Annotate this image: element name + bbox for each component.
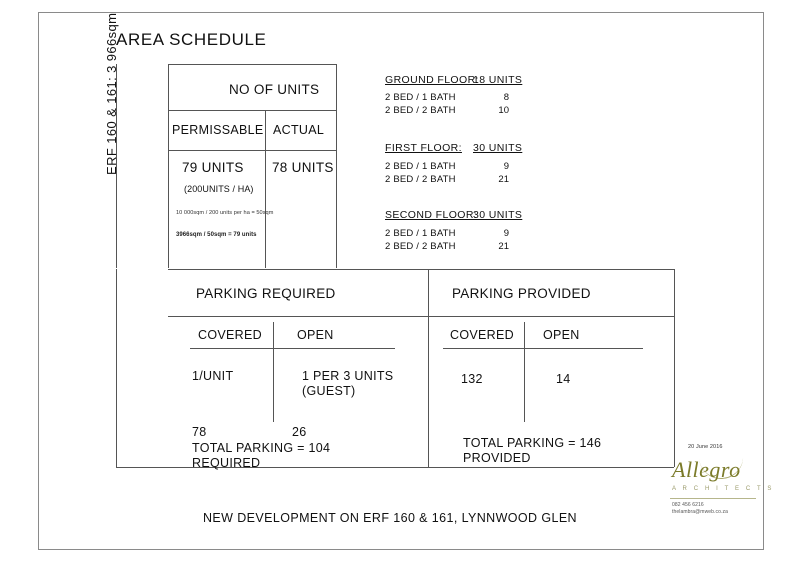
units-table-header: NO OF UNITS (229, 82, 320, 97)
parking-provided-header: PARKING PROVIDED (452, 286, 591, 301)
company-logo-name: Allegro (672, 457, 741, 482)
parking-required-open-count: 26 (292, 425, 307, 439)
parking-required-total-line-1: TOTAL PARKING = 104 (192, 441, 331, 455)
floor-1-total: 30 UNITS (473, 142, 523, 154)
company-email: thelambra@mweb.co.za (672, 509, 728, 515)
parking-table-header-divider (168, 316, 674, 317)
parking-required-col-open: OPEN (297, 328, 334, 342)
parking-provided-covered-count: 132 (461, 372, 483, 386)
permissable-calc-line-1: 10 000sqm / 200 units per ha = 50sqm (176, 210, 274, 216)
floor-1-row-1-count: 21 (498, 174, 509, 185)
parking-provided-col-covered: COVERED (450, 328, 514, 342)
units-table-right-border (336, 64, 337, 268)
parking-required-col-covered: COVERED (198, 328, 262, 342)
floor-2-row-1-label: 2 BED / 2 BATH (385, 241, 456, 252)
parking-required-covered-rate: 1/UNIT (192, 369, 234, 383)
company-contact (672, 502, 728, 516)
floor-0-name: GROUND FLOOR: (385, 74, 479, 86)
parking-provided-subheader-rule (443, 348, 643, 349)
company-phone: 082 456 6216 (672, 502, 704, 508)
floor-2-row-0-count: 9 (503, 228, 509, 239)
floor-2-name: SECOND FLOOR: (385, 209, 478, 221)
erf-area-label: ERF 160 & 161: 3 966sqm (104, 12, 119, 175)
page-title: AREA SCHEDULE (116, 30, 267, 49)
company-logo-subtitle: A R C H I T E C T S (672, 486, 774, 492)
parking-required-subheader-rule (190, 348, 395, 349)
parking-required-covered-count: 78 (192, 425, 207, 439)
parking-required-open-rate-line-1: 1 PER 3 UNITS (302, 369, 394, 383)
parking-table-right-border (674, 269, 675, 467)
parking-provided-total-line-1: TOTAL PARKING = 146 (463, 436, 602, 450)
parking-table-center-divider (428, 269, 429, 467)
permissable-units-note: (200UNITS / HA) (184, 184, 254, 194)
floor-0-total: 18 UNITS (473, 74, 523, 86)
floor-1-name: FIRST FLOOR: (385, 142, 462, 154)
logo-divider (670, 498, 756, 499)
revision-date: 20 June 2016 (688, 444, 723, 450)
units-table-mid-border (168, 64, 169, 268)
parking-required-total-line-2: REQUIRED (192, 456, 261, 470)
parking-provided-total-line-2: PROVIDED (463, 451, 531, 465)
floor-1-row-0-label: 2 BED / 1 BATH (385, 161, 456, 172)
floor-0-row-1-label: 2 BED / 2 BATH (385, 105, 456, 116)
permissable-units-value: 79 UNITS (182, 160, 244, 175)
parking-provided-open-count: 14 (556, 372, 571, 386)
permissable-calc-line-2: 3966sqm / 50sqm = 79 units (176, 232, 257, 238)
parking-provided-col-open: OPEN (543, 328, 580, 342)
floor-1-row-1-label: 2 BED / 2 BATH (385, 174, 456, 185)
drawing-footer-title: NEW DEVELOPMENT ON ERF 160 & 161, LYNNWOOD GLEN (203, 511, 577, 525)
units-table-header-divider (168, 110, 336, 111)
units-table-col-divider (265, 110, 266, 268)
parking-required-col-divider (273, 322, 274, 422)
units-table-top-border (168, 64, 336, 65)
units-col-permissable: PERMISSABLE (172, 123, 264, 137)
actual-units-value: 78 UNITS (272, 160, 334, 175)
parking-provided-col-divider (524, 322, 525, 422)
floor-0-row-0-label: 2 BED / 1 BATH (385, 92, 456, 103)
floor-2-row-0-label: 2 BED / 1 BATH (385, 228, 456, 239)
units-table-left-border (116, 64, 117, 268)
parking-required-header: PARKING REQUIRED (196, 286, 336, 301)
units-col-actual: ACTUAL (273, 123, 325, 137)
floor-2-total: 30 UNITS (473, 209, 523, 221)
parking-required-open-rate-line-2: (GUEST) (302, 384, 356, 398)
floor-0-row-0-count: 8 (503, 92, 509, 103)
units-table-subheader-divider (168, 150, 336, 151)
floor-0-row-1-count: 10 (498, 105, 509, 116)
parking-table-top-border (168, 269, 674, 270)
floor-1-row-0-count: 9 (503, 161, 509, 172)
floor-2-row-1-count: 21 (498, 241, 509, 252)
parking-table-left-border (116, 269, 117, 467)
